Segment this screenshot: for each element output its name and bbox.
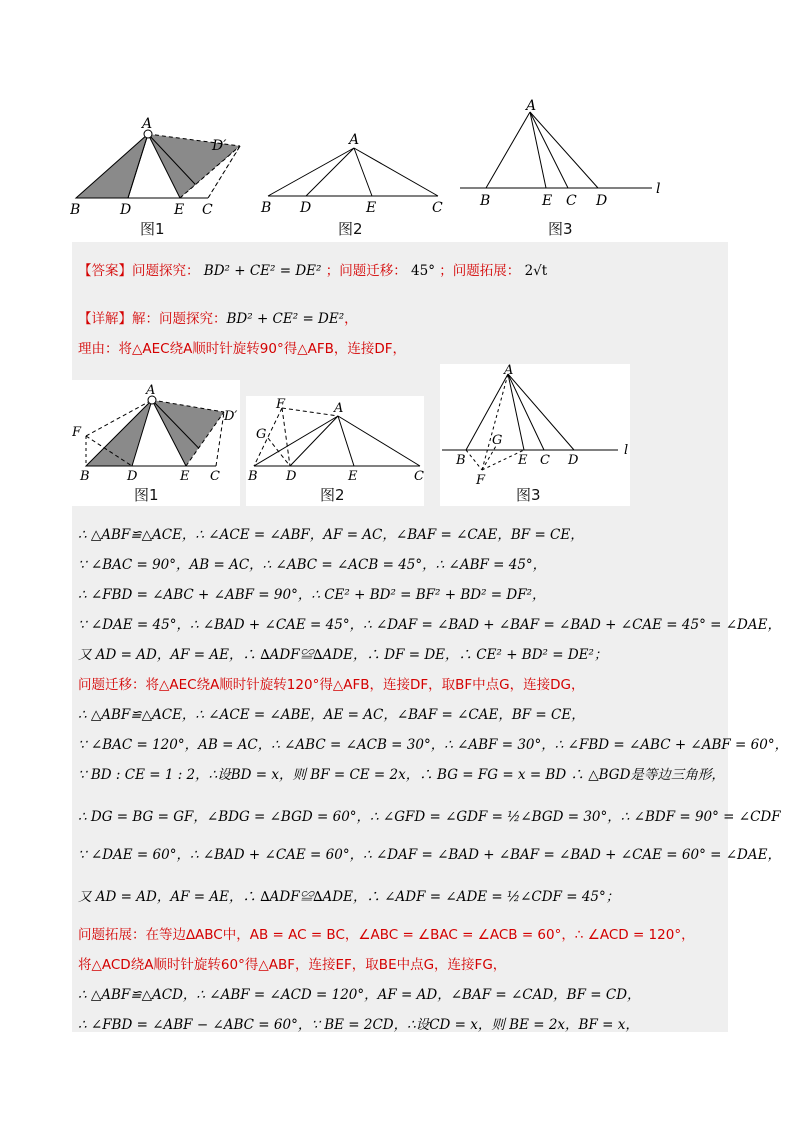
answer-tag: 【答案】 — [78, 263, 132, 279]
svg-text:B: B — [80, 469, 90, 484]
svg-text:C: C — [540, 453, 550, 468]
label-E: E — [174, 202, 185, 218]
label-D-prime: D′ — [212, 138, 227, 154]
mid-fig1-caption: 图1 — [134, 486, 159, 504]
solution-line-15: ∴ △ABF≌△ACD，∴ ∠ABF = ∠ACD = 120°，AF = AD，∠BAF = ∠CAD，BF = CD， — [78, 987, 641, 1003]
answer-panel — [72, 242, 728, 1032]
detail-line: 【详解】解：问题探究：BD² + CE² = DE²， — [78, 311, 358, 327]
label-D: D — [120, 202, 132, 218]
mid-figure-2 — [246, 396, 424, 506]
solution-line-13: 问题拓展：在等边∆ABC中，AB = AC = BC，∠ABC = ∠BAC = ∠ACB = 60°，∴ ∠ACD = 120°， — [78, 927, 695, 943]
top-fig1-caption: 图1 — [140, 220, 165, 238]
mid-figure-3 — [440, 364, 630, 506]
solution-line-11: ∵ ∠DAE = 60°，∴ ∠BAD + ∠CAE = 60°，∴ ∠DAF = ∠BAD + ∠BAF = ∠BAD + ∠CAE = 60° = ∠DAE， — [78, 847, 781, 863]
label-C: C — [432, 200, 443, 216]
solution-line-8: ∵ ∠BAC = 120°，AB = AC，∴ ∠ABC = ∠ACB = 30°，∴ ∠ABF = 30°，∴ ∠FBD = ∠ABC + ∠ABF = 60°， — [78, 737, 789, 753]
svg-text:C: C — [414, 469, 424, 484]
svg-text:A: A — [504, 364, 514, 378]
solution-line-5: 又 AD = AD，AF = AE，∴ ∆ADF≌∆ADE，∴ DF = DE，∴ CE² + BD² = DE²； — [78, 647, 608, 663]
solution-line-14: 将△ACD绕A顺时针旋转60°得△ABF，连接EF，取BE中点G，连接FG， — [78, 957, 507, 973]
svg-text:E: E — [518, 453, 528, 468]
label-E: E — [366, 200, 377, 216]
top-fig2-caption: 图2 — [338, 220, 363, 238]
label-A: A — [349, 132, 360, 148]
label-B: B — [261, 200, 272, 216]
top-figure-3 — [456, 98, 676, 210]
solution-line-9: ∵ BD : CE = 1 : 2，∴设BD = x，则 BF = CE = 2x，∴ BG = FG = x = BD ∴ △BGD是等边三角形， — [78, 767, 725, 783]
label-D: D — [300, 200, 312, 216]
solution-line-3: ∴ ∠FBD = ∠ABC + ∠ABF = 90°，∴ CE² + BD² = BF² + BD² = DF²， — [78, 587, 546, 603]
mid-fig3-caption: 图3 — [516, 486, 541, 504]
svg-text:F: F — [72, 425, 82, 440]
solution-line-6: 问题迁移：将△AEC绕A顺时针旋转120°得△AFB，连接DF，取BF中点G，连接DG， — [78, 677, 585, 693]
svg-text:l: l — [624, 443, 629, 458]
detail-tag: 【详解】 — [78, 311, 132, 327]
solution-line-2: ∵ ∠BAC = 90°，AB = AC，∴ ∠ABC = ∠ACB = 45°，∴ ∠ABF = 45°， — [78, 557, 547, 573]
label-C: C — [202, 202, 213, 218]
mid-fig2-caption: 图2 — [320, 486, 345, 504]
top-figure-2 — [258, 128, 448, 218]
svg-text:G: G — [256, 427, 267, 442]
svg-text:C: C — [210, 469, 220, 484]
label-B: B — [480, 193, 491, 209]
label-E: E — [542, 193, 553, 209]
answer-line: 【答案】问题探究： BD² + CE² = DE² ；问题迁移： 45° ；问题拓展： 2√t — [78, 263, 548, 279]
top-fig3-caption: 图3 — [548, 220, 573, 238]
label-l: l — [656, 181, 661, 197]
label-B: B — [70, 202, 81, 218]
top-figure-1 — [70, 110, 250, 220]
svg-text:E: E — [348, 469, 358, 484]
svg-text:D: D — [286, 469, 297, 484]
svg-text:D′: D′ — [224, 409, 238, 424]
svg-text:D: D — [568, 453, 579, 468]
solution-line-16: ∴ ∠FBD = ∠ABF − ∠ABC = 60°，∵ BE = 2CD，∴设CD = x，则 BE = 2x，BF = x， — [78, 1017, 639, 1033]
svg-text:D: D — [127, 469, 138, 484]
solution-line-4: ∵ ∠DAE = 45°，∴ ∠BAD + ∠CAE = 45°，∴ ∠DAF = ∠BAD + ∠BAF = ∠BAD + ∠CAE = 45° = ∠DAE， — [78, 617, 781, 633]
svg-text:F: F — [276, 397, 286, 412]
label-A: A — [526, 98, 537, 114]
svg-text:G: G — [492, 433, 503, 448]
solution-line-12: 又 AD = AD，AF = AE，∴ ∆ADF≌∆ADE，∴ ∠ADF = ∠ADE = ½∠CDF = 45°； — [78, 889, 620, 905]
solution-line-7: ∴ △ABF≌△ACE，∴ ∠ACE = ∠ABE，AE = AC，∠BAF = ∠CAE，BF = CE， — [78, 707, 585, 723]
label-C: C — [566, 193, 577, 209]
svg-text:F: F — [476, 473, 486, 488]
svg-text:B: B — [456, 453, 466, 468]
solution-line-1: ∴ △ABF≌△ACE，∴ ∠ACE = ∠ABF，AF = AC，∠BAF = ∠CAE，BF = CE， — [78, 527, 584, 543]
mid-figure-1 — [72, 380, 240, 506]
label-D: D — [596, 193, 608, 209]
svg-text:B: B — [248, 469, 258, 484]
reason-line: 理由：将△AEC绕A顺时针旋转90°得△AFB，连接DF， — [78, 341, 407, 357]
label-A: A — [142, 116, 153, 132]
svg-text:A: A — [146, 383, 156, 398]
solution-line-10: ∴ DG = BG = GF，∠BDG = ∠BGD = 60°，∴ ∠GFD = ∠GDF = ½∠BGD = 30°，∴ ∠BDF = 90° = ∠CDF — [78, 809, 781, 825]
svg-text:A: A — [334, 401, 344, 416]
svg-text:E: E — [180, 469, 190, 484]
